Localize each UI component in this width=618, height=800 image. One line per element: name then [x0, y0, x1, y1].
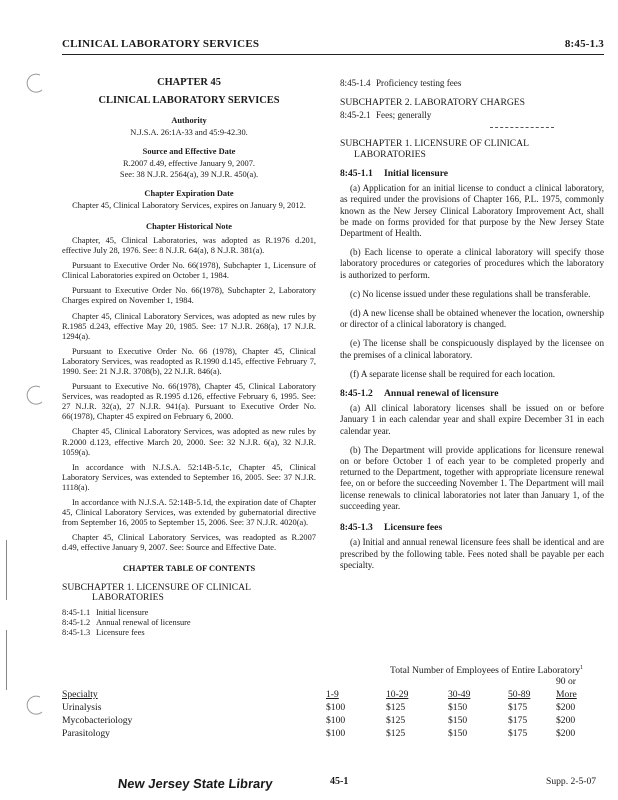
- section-paragraph: (a) Initial and annual renewal licensure fees shall be identical and are prescribed by the following table. Fees noted shall be payable per each specialty.: [340, 537, 604, 570]
- toc-entry[interactable]: [62, 618, 316, 628]
- table-cell: $125: [386, 728, 406, 739]
- table-cell: $200: [556, 715, 576, 726]
- source-line: R.2007 d.49, effective January 9, 2007.: [123, 159, 255, 169]
- history-note: Chapter 45, Clinical Laboratory Services, was adopted as new rules by R.1985 d.243, effective May 20, 1985. See: 17 N.J.R. 268(a), 17 N.J.R. 1294(a).: [62, 311, 316, 341]
- history-note: In accordance with N.J.S.A. 52:14B-5.1d, the expiration date of Chapter 45, Clinical Laboratory Services, was extended by gubernatorial directive from September 16, 2005 to September 15, 2006. See: 37 N.J.R. 4020(a).: [62, 498, 316, 528]
- column-header: More: [556, 689, 577, 700]
- chapter-title: CLINICAL LABORATORY SERVICES: [98, 95, 280, 107]
- toc-subchapter-line: LABORATORIES: [92, 592, 164, 604]
- running-header: [62, 36, 604, 55]
- authority-heading: Authority: [171, 116, 207, 126]
- section-heading: [340, 388, 604, 399]
- section-paragraph: (f) A separate license shall be required for each location.: [350, 368, 556, 379]
- supplement-date: Supp. 2-5-07: [546, 776, 597, 787]
- table-caption: [390, 663, 583, 677]
- history-note: Pursuant to Executive Order No. 66 (1978), Chapter 45, Clinical Laboratory Services, was readopted as R.1990 d.145, effective February 7, 1990. See: 21 N.J.R. 3708(b), 22 N.J.R. 846(a).: [62, 346, 316, 376]
- history-note: Pursuant to Executive Order No. 66(1978), Subchapter 1, Licensure of Clinical Laboratories expired on October 1, 1984.: [62, 261, 316, 281]
- history-note: Chapter 45, Clinical Laboratory Services, was adopted as new rules by R.2000 d.123, effective March 20, 2000. See: 32 N.J.R. 6(a), 32 N.J.R. 1059(a).: [62, 427, 316, 457]
- margin-line: [6, 630, 7, 690]
- table-cell: $100: [326, 728, 346, 739]
- source-line: See: 38 N.J.R. 2564(a), 39 N.J.R. 450(a).: [119, 169, 259, 179]
- history-note: Pursuant to Executive No. 66(1978), Chapter 45, Clinical Laboratory Services, was readopted as R.1995 d.126, effective February 6, 1995. See: 27 N.J.R. 32(a), 27 N.J.R. 941(a). Pursuant to Executive Order No. 66(1978), Chapter 45 expired on February 6, 2000.: [62, 382, 316, 422]
- toc-heading: CHAPTER TABLE OF CONTENTS: [122, 564, 256, 574]
- section-number: 8:45-1.1: [340, 168, 373, 180]
- section-paragraph: (d) A new license shall be obtained whenever the location, ownership or director of a clinical laboratory is changed.: [340, 308, 604, 330]
- column-header: 30-49: [448, 689, 471, 700]
- table-cell: $125: [386, 702, 406, 713]
- right-column: [340, 78, 604, 579]
- expiration-heading: Chapter Expiration Date: [144, 188, 234, 198]
- history-note: Pursuant to Executive Order No. 66(1978), Subchapter 2, Laboratory Charges expired on November 1, 1984.: [62, 286, 316, 306]
- toc-subchapter-heading: [62, 583, 316, 604]
- toc-subchapter-line: SUBCHAPTER 1. LICENSURE OF CLINICAL: [62, 581, 251, 593]
- subchapter1-heading: [340, 138, 604, 160]
- header-section-number: 8:45-1.3: [564, 38, 604, 50]
- table-cell: Mycobacteriology: [62, 715, 133, 726]
- table-cell: $150: [448, 728, 468, 739]
- toc-entry-number: 8:45-1.1: [62, 607, 91, 617]
- section-paragraph: (a) Application for an initial license to conduct a clinical laboratory, as required under the provisions of Chapter 166, P.L. 1975, commonly known as the New Jersey Clinical Laboratory Improvement Act, shall be made on forms provided for that purpose by the New Jersey State Department of Health.: [340, 183, 604, 239]
- toc-entry-number: 8:45-1.2: [62, 617, 91, 627]
- section-paragraph: (b) The Department will provide applications for licensure renewal on or before October 1 of each year to be completed properly and returned to the Department, together with appropriate licensure renewal fee, on or before the succeeding November 1. The Department will mail license renewals to clinical laboratories not later than January 1, of the succeeding year.: [340, 444, 604, 511]
- history-heading: Chapter Historical Note: [146, 221, 232, 231]
- toc-entry-number: 8:45-2.1: [340, 110, 371, 121]
- column-header: 50-89: [508, 689, 531, 700]
- table-cell: $200: [556, 702, 576, 713]
- history-note: Chapter 45, Clinical Laboratory Services, was readopted as R.2007 d.49, effective January 9, 2007. See: Source and Effective Date.: [62, 533, 316, 553]
- margin-line: [6, 540, 7, 600]
- table-cell: Parasitology: [62, 728, 110, 739]
- section-title: Initial licensure: [384, 168, 449, 180]
- table-cell: $100: [326, 702, 346, 713]
- table-cell: $125: [386, 715, 406, 726]
- table-cell: $100: [326, 715, 346, 726]
- table-cell: $175: [508, 728, 528, 739]
- page-number: 45-1: [330, 776, 349, 787]
- toc-entry[interactable]: [62, 628, 316, 638]
- section-paragraph: (e) The license shall be conspicuously displayed by the licensee on the premises of a clinical laboratory.: [340, 338, 604, 360]
- punch-hole-mark-icon: [24, 694, 46, 716]
- chapter-number: CHAPTER 45: [157, 77, 221, 88]
- toc-entry-title: Initial licensure: [96, 607, 149, 617]
- source-heading: Source and Effective Date: [142, 147, 236, 157]
- toc-entry-number: 8:45-1.4: [340, 78, 371, 88]
- column-header: 90 or: [556, 676, 576, 687]
- section-paragraph: (a) All clinical laboratory licenses shall be issued on or before January 1 in each calendar year and shall expire December 31 in each calendar year.: [340, 403, 604, 436]
- authority-text: N.J.S.A. 26:1A-33 and 45:9-42.30.: [130, 128, 248, 138]
- history-note: Chapter, 45, Clinical Laboratories, was adopted as R.1976 d.201, effective July 28, 1976. See: 8 N.J.R. 64(a), 8 N.J.R. 381(a).: [62, 235, 316, 256]
- left-column: [62, 78, 316, 638]
- table-cell: $200: [556, 728, 576, 739]
- table-cell: $175: [508, 715, 528, 726]
- section-divider: [490, 127, 554, 128]
- punch-hole-mark-icon: [24, 384, 46, 406]
- toc-list-continued: [340, 78, 604, 89]
- toc-entry[interactable]: [340, 78, 604, 89]
- toc-list-subchapter2: [340, 110, 604, 121]
- expiration-text: Chapter 45, Clinical Laboratory Services, expires on January 9, 2012.: [72, 200, 306, 210]
- header-title: CLINICAL LABORATORY SERVICES: [62, 38, 260, 50]
- toc-entry-title: Licensure fees: [96, 627, 145, 637]
- toc-entry-title: Annual renewal of licensure: [96, 617, 191, 627]
- toc-entry-title: Fees; generally: [376, 110, 432, 121]
- section-paragraph: (b) Each license to operate a clinical laboratory will specify those laboratory procedures or categories of procedures which the laboratory is authorized to perform.: [340, 247, 604, 280]
- history-note: In accordance with N.J.S.A. 52:14B-5.1c, Chapter 45, Clinical Laboratory Services, was extended to September 16, 2005. See: 37 N.J.R. 1118(a).: [62, 462, 316, 492]
- column-header: 1-9: [326, 689, 339, 700]
- table-cell: Urinalysis: [62, 702, 102, 713]
- toc-subchapter2-heading: SUBCHAPTER 2. LABORATORY CHARGES: [340, 97, 525, 109]
- table-caption-footnote-marker: 1: [580, 665, 584, 671]
- section-title: Licensure fees: [384, 522, 443, 534]
- subchapter-heading-line: LABORATORIES: [354, 148, 426, 160]
- library-stamp: New Jersey State Library: [117, 776, 274, 791]
- toc-entry-title: Proficiency testing fees: [376, 78, 462, 88]
- column-header: Specialty: [62, 689, 98, 700]
- toc-list: [62, 608, 316, 638]
- table-cell: $175: [508, 702, 528, 713]
- section-heading: [340, 168, 604, 179]
- table-cell: $150: [448, 715, 468, 726]
- toc-entry[interactable]: [340, 110, 604, 121]
- table-cell: $150: [448, 702, 468, 713]
- table-caption-text: Total Number of Employees of Entire Laboratory: [390, 665, 581, 677]
- section-heading: [340, 522, 604, 533]
- column-header: 10-29: [386, 689, 409, 700]
- punch-hole-mark-icon: [24, 72, 46, 94]
- subchapter-heading-line: SUBCHAPTER 1. LICENSURE OF CLINICAL: [340, 137, 529, 149]
- section-number: 8:45-1.2: [340, 388, 373, 400]
- toc-entry[interactable]: [62, 608, 316, 618]
- section-number: 8:45-1.3: [340, 522, 373, 534]
- toc-entry-number: 8:45-1.3: [62, 627, 91, 637]
- section-paragraph: (c) No license issued under these regulations shall be transferable.: [350, 288, 591, 299]
- section-title: Annual renewal of licensure: [384, 388, 499, 400]
